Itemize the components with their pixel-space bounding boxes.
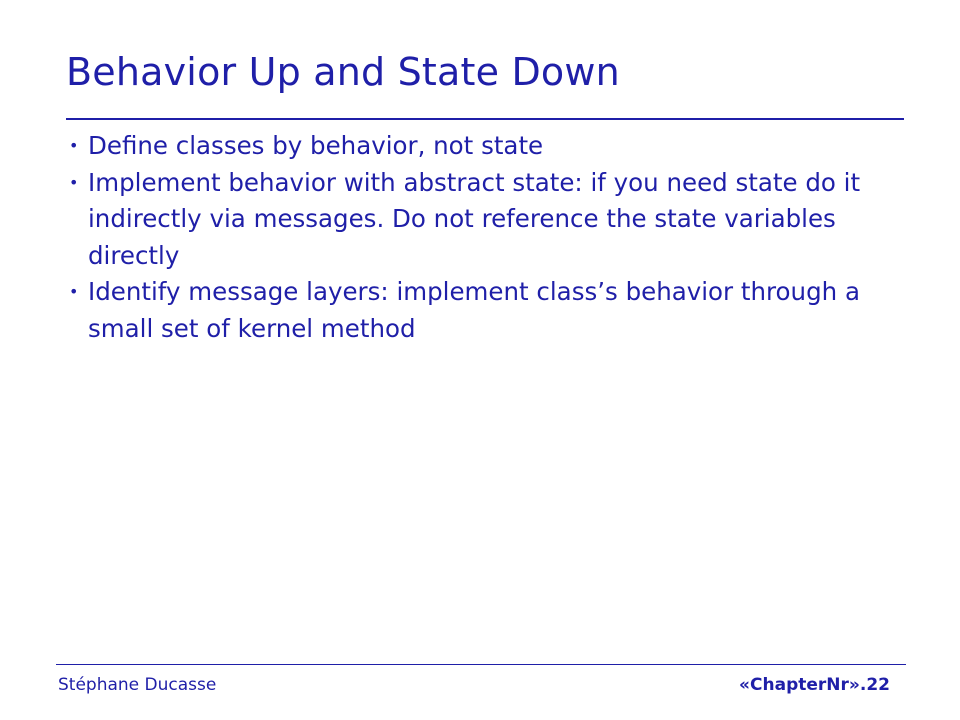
bullet-item-2 <box>66 165 906 275</box>
bullet-dot-icon: • <box>69 136 79 155</box>
bullet-dot-icon: • <box>69 282 79 301</box>
bullet-text: Identify message layers: implement class’s behavior through a small set of kernel method <box>88 277 860 343</box>
title-divider <box>66 118 904 120</box>
bullet-text: Define classes by behavior, not state <box>88 131 544 160</box>
slide-title: Behavior Up and State Down <box>66 50 620 94</box>
bullet-item-3 <box>66 274 906 347</box>
bullet-list <box>66 128 906 347</box>
footer-divider <box>56 664 906 665</box>
footer-author: Stéphane Ducasse <box>58 675 217 695</box>
bullet-item-1 <box>66 128 906 165</box>
bullet-dot-icon: • <box>69 172 79 192</box>
footer-page-number: «ChapterNr».22 <box>739 675 890 695</box>
bullet-text: Implement behavior with abstract state: if you need state do it indirectly via messages. Do not reference the state variables directly <box>88 167 861 270</box>
